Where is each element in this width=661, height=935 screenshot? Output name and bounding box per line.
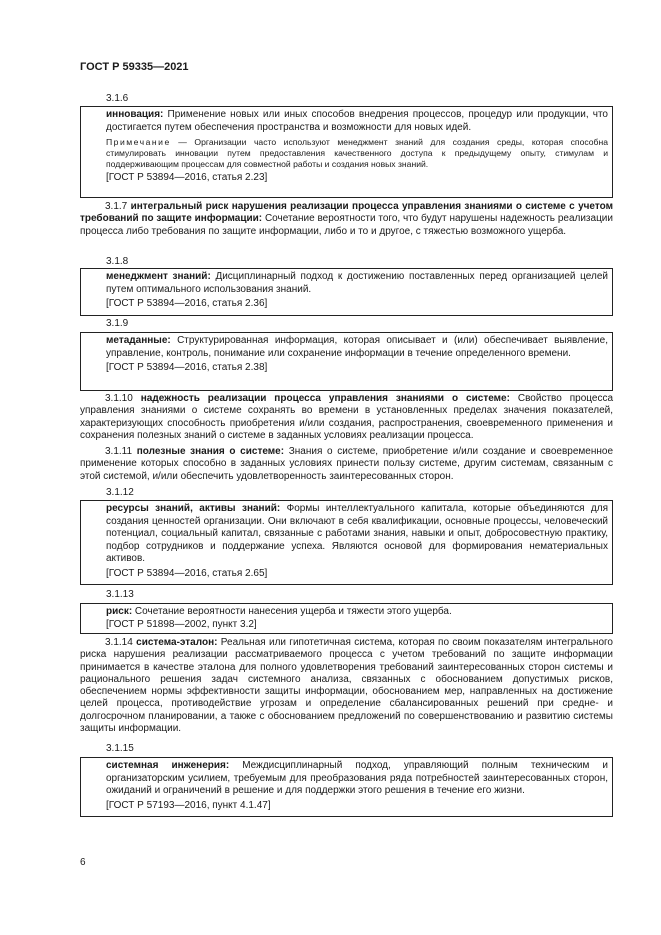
term-definition <box>106 271 608 296</box>
term-definition <box>106 606 608 619</box>
definition-text: Формы интеллектуального капитала, которые объединяются для создания ценностей организации. Они включают в себя квалификации, основные процессы, человеческий потенциал, социальный капитал, связанные с работами знания, навыки и опыт, добросовестную практику, подбор сотрудников и поддержание успеха. Являются основой для формирования нематериальных активов. <box>106 503 608 564</box>
note <box>106 137 608 170</box>
definition-text: Структурированная информация, которая описывает и (или) обеспечивает выявление, управление, контроль, понимание или сохранение информации в течение определенного времени. <box>106 335 608 359</box>
clause-number: 3.1.13 <box>106 589 134 600</box>
term-title: менеджмент знаний: <box>106 271 211 282</box>
clause-paragraph <box>80 637 613 735</box>
source-reference: [ГОСТ Р 53894—2016, статья 2.38] <box>106 362 268 373</box>
clause-number: 3.1.11 <box>105 446 133 457</box>
term-box-innovation <box>80 106 613 198</box>
term-box-risk <box>80 603 613 634</box>
definition-text: Реальная или гипотетичная система, которая по своим показателям интегрального риска нарушения реализации рассматриваемого процесса с учетом требований по защите информации принимается в качестве эталона для полного удовлетворения требований заинтересованных сторон системы и рационального решения задач системного анализа, связанных с обоснованием допустимых рисков, обеспечением нормы эффективности защиты информации, обоснованием мер, направленных на достижение целей процесса, противодействие угрозам и определение сбалансированных решений при средне- и долгосрочном планировании, а также с обоснованием предложений по совершенствованию и развитию системы защиты информации. <box>80 637 613 735</box>
clause-number: 3.1.15 <box>106 743 134 754</box>
clause-number: 3.1.7 <box>105 201 128 212</box>
term-box-knowledge-resources <box>80 500 613 585</box>
definition-text: Сочетание вероятности того, что будут нарушены надежность реализации процесса либо требования по защите информации, либо и то и другое, с тяжестью возможного ущерба. <box>80 213 613 237</box>
term-box-metadata <box>80 332 613 391</box>
term-title: интегральный риск нарушения реализации процесса управления знаниями о системе с учетом требований по защите информации: <box>80 201 614 225</box>
term-title: инновация: <box>106 109 164 120</box>
term-title: ресурсы знаний, активы знаний: <box>106 503 281 514</box>
clause-number: 3.1.14 <box>105 637 133 648</box>
definition-text: Дисциплинарный подход к достижению поставленных перед организацией целей путем оптимального использования знаний. <box>106 271 608 295</box>
term-definition <box>106 335 608 360</box>
note-label: Примечание <box>106 137 171 147</box>
definition-text: Знания о системе, приобретение и/или создание и своевременное применение которых способно в заданных условиях принести пользу системе, другим системам, связанным с этой системой, и/или обеспечить удовлетворенность заинтересованных сторон. <box>80 446 614 482</box>
clause-number: 3.1.12 <box>106 487 134 498</box>
note-text: — Организации часто используют менеджмент знаний для создания среды, которая способна стимулировать инновации путем предоставления качественного доступа к предыдущему опыту, стимулам и поддерживающим процессам для совместной работы и создания новых знаний. <box>106 137 608 169</box>
source-reference: [ГОСТ Р 57193—2016, пункт 4.1.47] <box>106 799 271 811</box>
definition-text: Свойство процесса управления знаниями о системе сохранять во времени в установленных пределах значения показателей, характеризующих способность приобретения и/или создания, распространения, своевременного применения и сохранения полезных знаний о системе в заданных условиях реализации процесса. <box>80 393 614 441</box>
term-title: система-эталон: <box>136 637 218 648</box>
term-title: полезные знания о системе: <box>136 446 285 457</box>
clause-paragraph <box>80 446 613 483</box>
clause-number: 3.1.6 <box>106 93 129 104</box>
definition-text: Применение новых или иных способов внедрения процессов, процедур или продукции, что достигается путем обеспечения пространства и возможности для новых идей. <box>106 109 608 133</box>
source-reference: [ГОСТ Р 53894—2016, статья 2.65] <box>106 567 268 579</box>
clause-paragraph <box>80 201 613 238</box>
source-reference: [ГОСТ Р 51898—2002, пункт 3.2] <box>106 618 257 630</box>
definition-text: Сочетание вероятности нанесения ущерба и тяжести этого ущерба. <box>132 606 452 617</box>
term-box-km <box>80 268 613 316</box>
term-title: надежность реализации процесса управления знаниями о системе: <box>140 393 510 404</box>
clause-paragraph <box>80 393 613 442</box>
clause-number: 3.1.10 <box>105 393 133 404</box>
term-title: риск: <box>106 606 133 617</box>
clause-number: 3.1.9 <box>106 318 129 329</box>
definition-text: Междисциплинарный подход, управляющий полным техническим и организаторским усилием, требуемым для преобразования ряда потребностей заинтересованных сторон, ожиданий и ограничений в решение и для поддержки этого решения в течение его жизни. <box>106 760 608 796</box>
term-title: метаданные: <box>106 335 171 346</box>
document-header: ГОСТ Р 59335—2021 <box>80 61 189 73</box>
source-reference: [ГОСТ Р 53894—2016, статья 2.23] <box>106 172 268 183</box>
term-definition <box>106 760 608 798</box>
page-number: 6 <box>80 857 86 868</box>
term-box-systems-engineering <box>80 757 613 817</box>
term-definition <box>106 109 608 134</box>
term-definition <box>106 503 608 566</box>
source-reference: [ГОСТ Р 53894—2016, статья 2.36] <box>106 298 268 309</box>
clause-number: 3.1.8 <box>106 256 129 267</box>
term-title: системная инженерия: <box>106 760 230 771</box>
